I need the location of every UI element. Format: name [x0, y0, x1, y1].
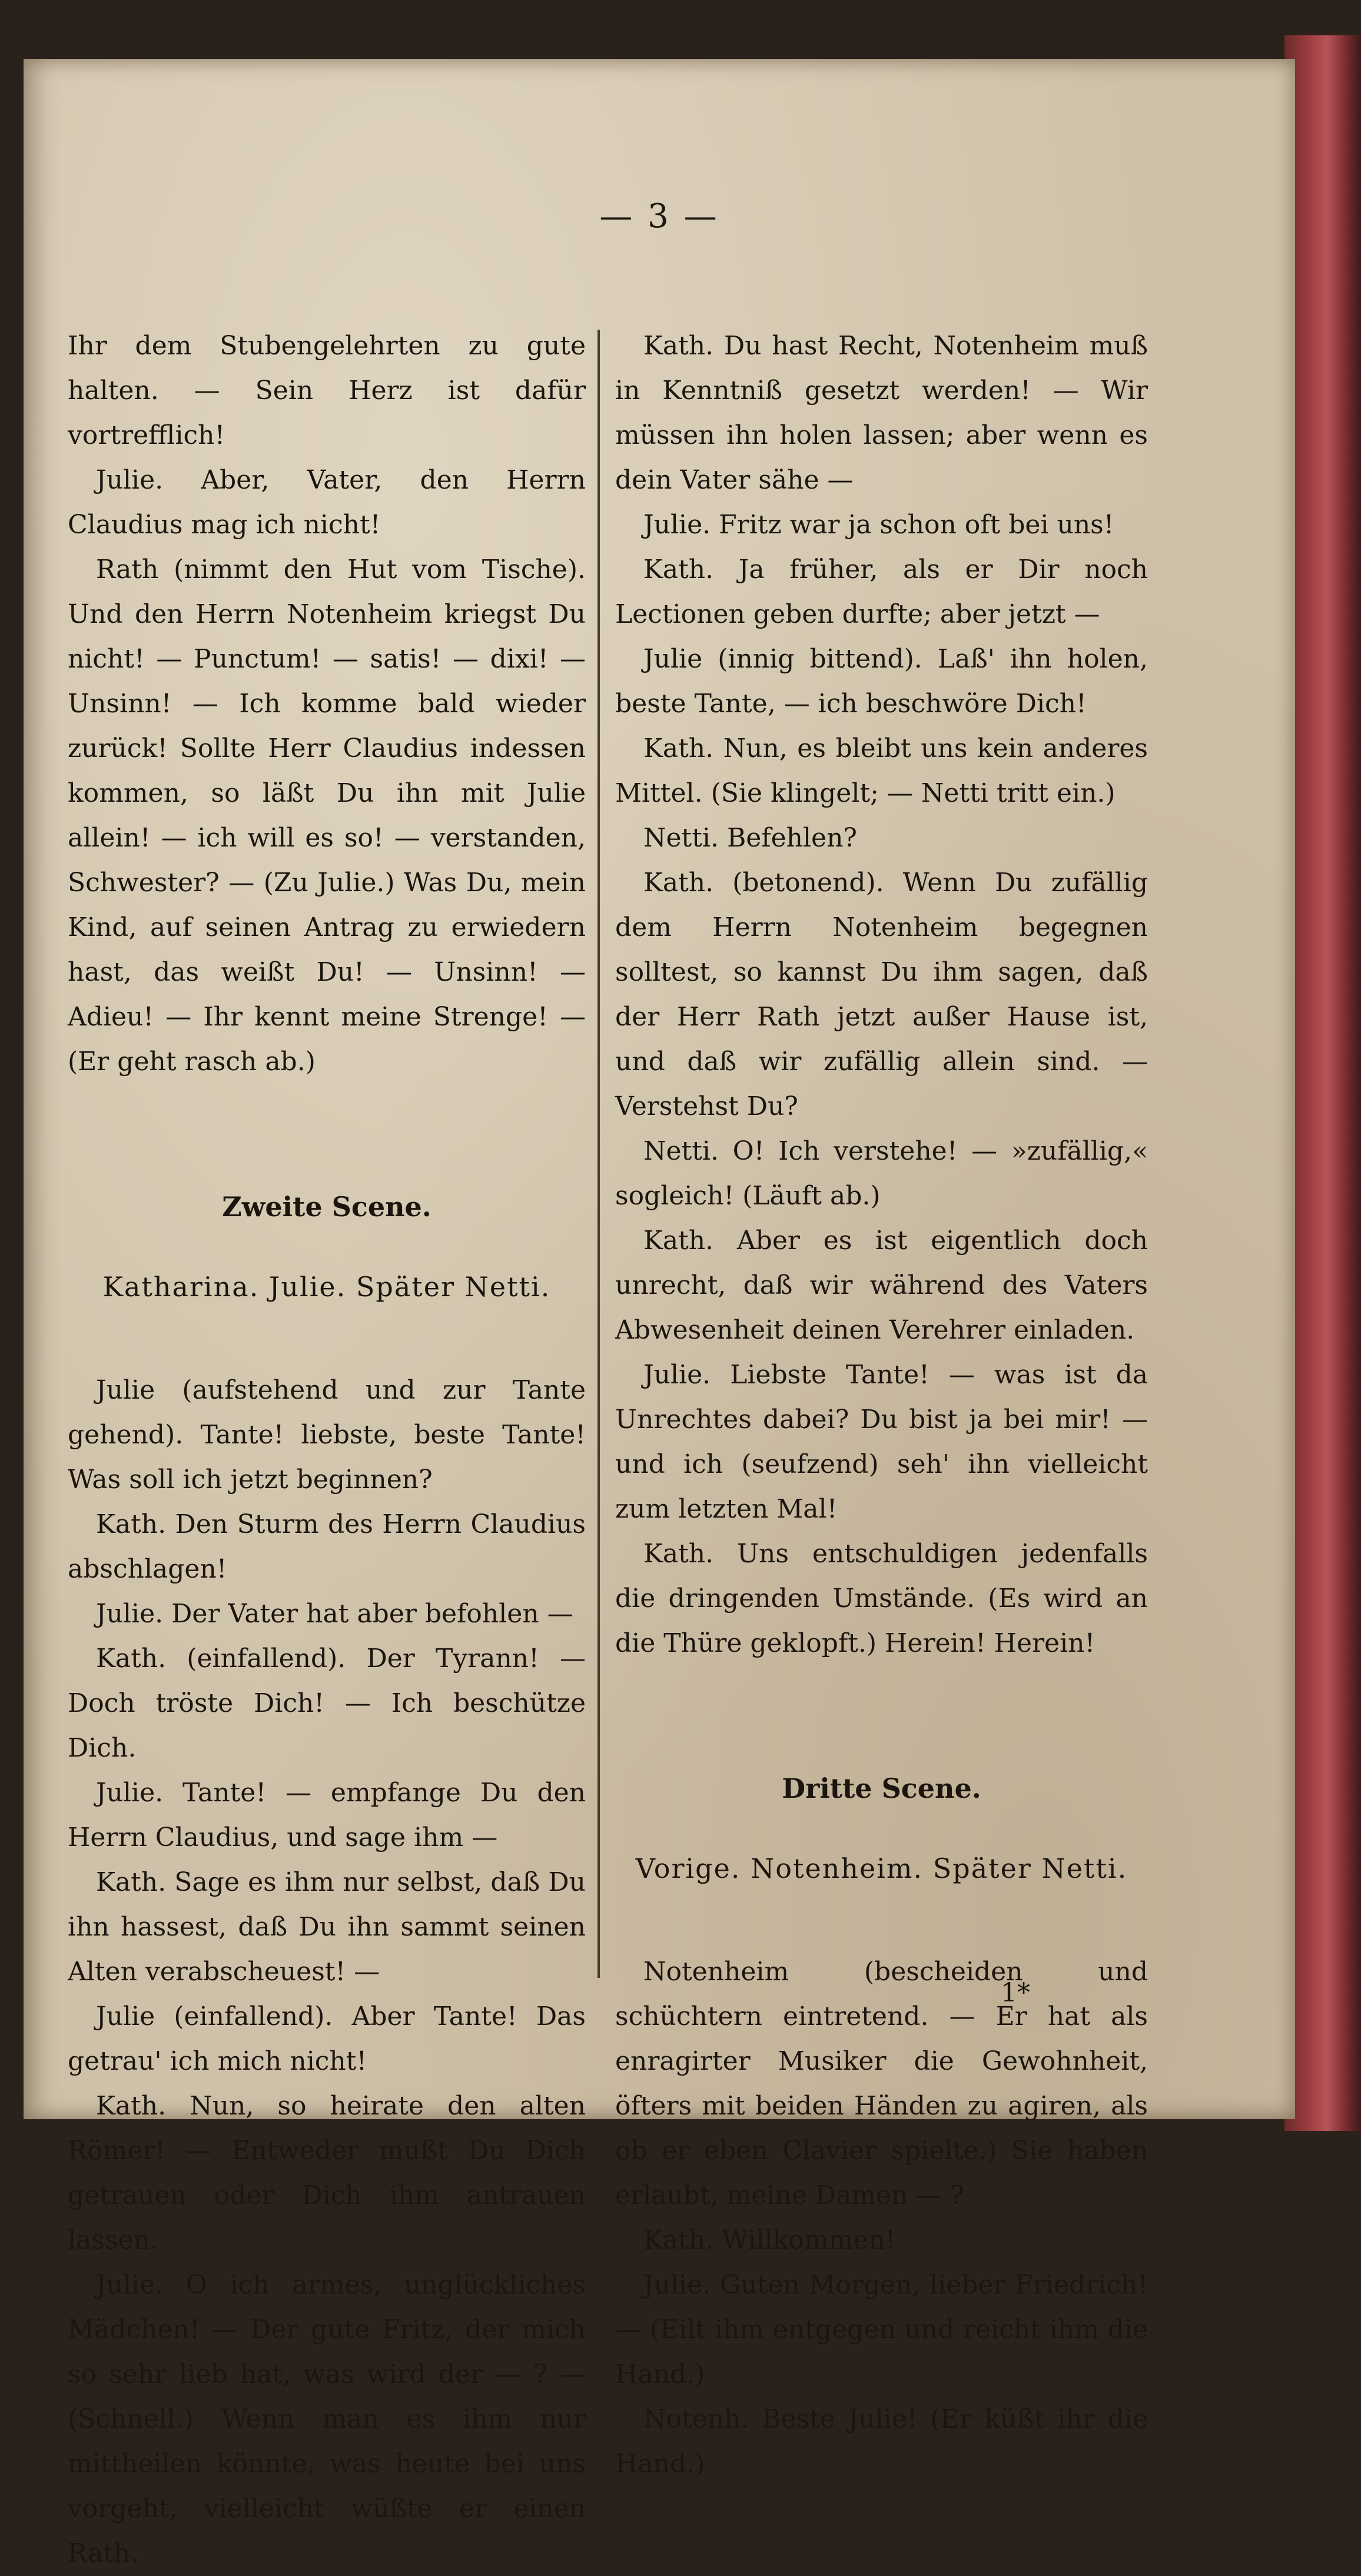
paragraph: Julie (einfallend). Aber Tante! Das getrau' ich mich nicht!	[68, 2001, 586, 2076]
paragraph: Julie. Guten Morgen, lieber Friedrich! — (Eilt ihm entgegen und reicht ihm die Hand.)	[615, 2270, 1148, 2389]
paragraph: Julie (aufstehend und zur Tante gehend). Tante! liebste, beste Tante! Was soll ich jetzt beginnen?	[68, 1375, 586, 1495]
signature-mark: 1*	[1001, 1978, 1030, 2008]
right-column	[615, 324, 1148, 2487]
paragraph: Julie. Fritz war ja schon oft bei uns!	[643, 510, 1114, 540]
paragraph: Kath. Nun, so heirate den alten Römer! — Entweder mußt Du Dich getrauen oder Dich ihm antrauen lassen.	[68, 2091, 586, 2255]
left-column	[68, 324, 586, 2576]
paragraph: Notenheim (bescheiden und schüchtern eintretend. — Er hat als enragirter Musiker die Gewohnheit, öfters mit beiden Händen zu agiren, als ob er eben Clavier spielte.) Sie haben erlaubt, meine Damen — ?	[615, 1957, 1148, 2210]
scene-title: Zweite Scene.	[222, 1191, 431, 1223]
paragraph: Ihr dem Stubengelehrten zu gute halten. — Sein Herz ist dafür vortrefflich!	[68, 331, 586, 450]
book-page-edges	[1284, 35, 1361, 2131]
paragraph: Kath. Ja früher, als er Dir noch Lectionen geben durfte; aber jetzt —	[615, 555, 1148, 629]
paragraph: Julie. Tante! — empfange Du den Herrn Claudius, und sage ihm —	[68, 1778, 586, 1853]
page-number: — 3 —	[599, 197, 719, 235]
paragraph: Netti. Befehlen?	[643, 823, 858, 853]
paragraph: Kath. Sage es ihm nur selbst, daß Du ihn hassest, daß Du ihn sammt seinen Alten verabscheuest! —	[68, 1867, 586, 1987]
paragraph: Julie. O ich armes, unglückliches Mädchen! — Der gute Fritz, der mich so sehr lieb hat, was wird der — ? — (Schnell.) Wenn man es ihm nur mittheilen könnte, was heute bei uns vorgeht, vielleicht wüßte er einen Rath.	[68, 2270, 586, 2568]
column-divider	[597, 330, 600, 1978]
paragraph: Julie. Liebste Tante! — was ist da Unrechtes dabei? Du bist ja bei mir! — und ich (seufzend) seh' ihn vielleicht zum letzten Mal!	[615, 1360, 1148, 1524]
paragraph: Kath. Nun, es bleibt uns kein anderes Mittel. (Sie klingelt; — Netti tritt ein.)	[615, 733, 1148, 808]
paragraph: Kath. Aber es ist eigentlich doch unrecht, daß wir während des Vaters Abwesenheit deinen Verehrer einladen.	[615, 1226, 1148, 1345]
paragraph: Kath. Du hast Recht, Notenheim muß in Kenntniß gesetzt werden! — Wir müssen ihn holen lassen; aber wenn es dein Vater sähe —	[615, 331, 1148, 495]
paragraph: Kath. Uns entschuldigen jedenfalls die dringenden Umstände. (Es wird an die Thüre geklopft.) Herein! Herein!	[615, 1539, 1148, 1658]
paragraph: Notenh. Beste Julie! (Er küßt ihr die Hand.)	[615, 2404, 1148, 2479]
scene-cast: Vorige. Notenheim. Später Netti.	[635, 1853, 1128, 1884]
paragraph: Julie (innig bittend). Laß' ihn holen, beste Tante, — ich beschwöre Dich!	[615, 644, 1148, 719]
paragraph: Julie. Der Vater hat aber befohlen —	[96, 1599, 573, 1629]
scene-title: Dritte Scene.	[782, 1772, 981, 1804]
scene-cast: Katharina. Julie. Später Netti.	[102, 1271, 551, 1303]
paragraph: Julie. Aber, Vater, den Herrn Claudius mag ich nicht!	[68, 465, 586, 540]
paragraph: Rath (nimmt den Hut vom Tische). Und den Herrn Notenheim kriegst Du nicht! — Punctum! — satis! — dixi! — Unsinn! — Ich komme bald wieder zurück! Sollte Herr Claudius indessen kommen, so läßt Du ihn mit Julie allein! — ich will es so! — verstanden, Schwester? — (Zu Julie.) Was Du, mein Kind, auf seinen Antrag zu erwiedern hast, das weißt Du! — Unsinn! — Adieu! — Ihr kennt meine Strenge! — (Er geht rasch ab.)	[68, 555, 586, 1077]
paragraph: Kath. Willkommen!	[643, 2225, 896, 2255]
paragraph: Netti. O! Ich verstehe! — »zufällig,« sogleich! (Läuft ab.)	[615, 1136, 1148, 1211]
paragraph: Kath. (einfallend). Der Tyrann! — Doch tröste Dich! — Ich beschütze Dich.	[68, 1644, 586, 1763]
paragraph: Kath. Den Sturm des Herrn Claudius abschlagen!	[68, 1509, 586, 1584]
book-page	[24, 59, 1295, 2568]
paragraph: Kath. (betonend). Wenn Du zufällig dem Herrn Notenheim begegnen solltest, so kannst Du ihm sagen, daß der Herr Rath jetzt außer Hause ist, und daß wir zufällig allein sind. — Verstehst Du?	[615, 868, 1148, 1121]
